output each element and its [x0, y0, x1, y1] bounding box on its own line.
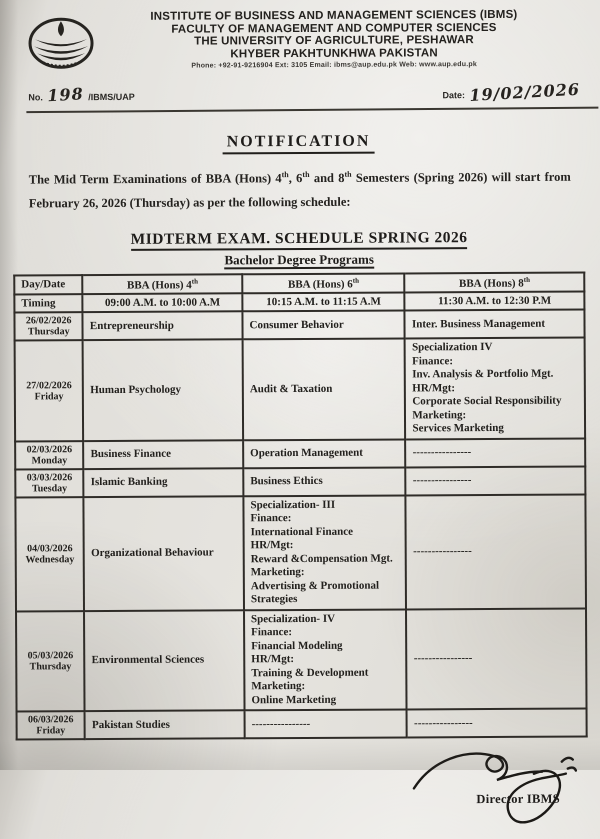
subject-cell	[84, 468, 244, 497]
no-label: No.	[28, 92, 43, 103]
day-text: Friday	[34, 390, 64, 402]
subject-line: Consumer Behavior	[249, 318, 344, 331]
column-header-label: Day/Date	[21, 278, 66, 291]
schedule-row	[16, 608, 587, 711]
subject-line: Business Ethics	[250, 474, 323, 488]
column-header-label: BBA (Hons) 6	[287, 278, 353, 291]
superscript: th	[302, 169, 310, 179]
no-suffix: /IBMS/UAP	[88, 91, 135, 103]
schedule-row	[17, 709, 587, 740]
day-date-cell	[16, 611, 85, 712]
subject-line: Organizational Behaviour	[91, 546, 214, 560]
subject-line: ----------------	[413, 716, 473, 729]
schedule-title-wrap	[0, 228, 599, 249]
day-date-cell	[17, 711, 86, 739]
date-text: 03/03/2026	[26, 472, 73, 484]
subject-line: Human Psychology	[90, 383, 182, 396]
date-label: Date:	[442, 90, 466, 101]
subject-line: Inv. Analysis & Portfolio Mgt.	[412, 367, 554, 381]
column-header-day-date	[14, 275, 82, 295]
letterhead-text	[110, 9, 558, 70]
subject-line: Entrepreneurship	[89, 319, 174, 332]
schedule-row	[15, 494, 586, 611]
timing-value: 11:30 A.M. to 12:30 P.M	[405, 292, 585, 311]
university-name: THE UNIVERSITY OF AGRICULTURE, PESHAWAR	[194, 34, 474, 48]
subject-cell	[243, 495, 406, 610]
schedule-row	[15, 338, 586, 441]
document-date	[442, 79, 582, 105]
subject-line: Specialization- III	[250, 498, 336, 512]
letterhead	[0, 0, 598, 74]
subject-line: ----------------	[251, 717, 311, 730]
subject-line: Corporate Social Responsibility	[412, 394, 562, 408]
day-date-cell	[15, 469, 84, 497]
intro-text-segment: , 6	[288, 171, 303, 186]
subject-line: Operation Management	[250, 446, 363, 460]
subject-line: Training & Development	[251, 666, 369, 680]
subject-line: ----------------	[413, 652, 473, 665]
intro-text-segment: and 8	[309, 170, 345, 186]
timing-value: 10:15 A.M. to 11:15 A.M	[242, 293, 405, 312]
subject-cell	[405, 338, 585, 439]
day-date-cell	[14, 312, 83, 340]
subject-cell	[405, 310, 585, 339]
subject-line: Services Marketing	[412, 422, 504, 435]
day-text: Wednesday	[25, 553, 75, 566]
subject-line: Financial Modeling	[251, 639, 343, 653]
subject-line: Finance:	[412, 355, 454, 368]
subject-line: ----------------	[412, 474, 472, 487]
subject-line: Finance:	[251, 626, 293, 639]
subject-line: Business Finance	[90, 447, 171, 461]
intro-text-segment: Semesters (Spring 2026) will start from February 26, 2026 (Thursday) as per the following schedule:	[28, 169, 571, 211]
date-text: 02/03/2026	[26, 444, 73, 456]
subject-line: Reward &Compensation Mgt.	[250, 552, 393, 566]
schedule-row	[15, 466, 585, 497]
subject-cell	[83, 312, 243, 341]
province-name: KHYBER PAKHTUNKHWA PAKISTAN	[230, 46, 438, 60]
superscript: th	[191, 277, 199, 286]
schedule-row	[14, 310, 584, 341]
subject-line: International Finance	[250, 525, 353, 539]
day-text: Thursday	[27, 326, 70, 338]
no-value-handwritten: 198	[46, 84, 85, 106]
day-date-cell	[15, 340, 84, 441]
subject-cell	[245, 710, 408, 739]
timing-value: 09:00 A.M. to 10:00 A.M	[83, 294, 243, 313]
date-text: 27/02/2026	[26, 379, 72, 391]
schedule-subtitle: Bachelor Degree Programs	[224, 251, 374, 268]
subject-line: HR/Mgt:	[412, 382, 456, 395]
date-text: 06/03/2026	[27, 714, 74, 726]
institute-name: INSTITUTE OF BUSINESS AND MANAGEMENT SCIENCES (IBMS)	[150, 8, 518, 23]
subject-line: Marketing:	[251, 680, 306, 693]
subject-line: Finance:	[250, 512, 292, 525]
date-text: 04/03/2026	[27, 543, 73, 555]
day-text: Tuesday	[31, 483, 68, 495]
signatory-title: Director IBMS	[476, 791, 561, 807]
date-text: 05/03/2026	[27, 650, 74, 662]
contact-line: Phone: +92-91-9216904 Ext: 3105 Email: ibms@aup.edu.pk Web: www.aup.edu.pk	[191, 61, 477, 70]
schedule-row	[15, 438, 585, 469]
subject-cell	[83, 340, 243, 441]
subject-cell	[407, 709, 587, 738]
subject-cell	[406, 608, 586, 709]
schedule-subtitle-wrap	[0, 249, 599, 270]
faculty-name: FACULTY OF MANAGEMENT AND COMPUTER SCIENCES	[171, 21, 497, 36]
university-emblem-logo	[12, 11, 110, 74]
subject-cell	[84, 440, 244, 469]
column-header-program	[83, 274, 243, 294]
exam-schedule-table	[13, 271, 587, 741]
superscript: th	[344, 169, 352, 179]
subject-line: Inter. Business Management	[411, 317, 546, 330]
subject-line: Specialization IV	[412, 341, 493, 354]
emblem-icon	[19, 15, 103, 73]
day-date-cell	[15, 441, 84, 469]
subject-line: Online Marketing	[251, 693, 337, 707]
superscript: th	[281, 170, 289, 180]
subject-cell	[406, 438, 586, 467]
subject-line: HR/Mgt:	[250, 539, 294, 552]
subject-cell	[85, 711, 245, 740]
column-header-program	[405, 272, 585, 293]
subject-line: ----------------	[412, 446, 472, 459]
superscript: th	[352, 276, 360, 285]
subject-line: Advertising & Promotional Strategies	[250, 579, 380, 606]
day-text: Monday	[31, 455, 68, 467]
date-text: 26/02/2026	[25, 315, 72, 327]
column-header-label: BBA (Hons) 4	[126, 278, 192, 292]
intro-text-segment: The Mid Term Examinations of BBA (Hons) 4	[28, 171, 282, 187]
intro-paragraph	[29, 166, 571, 216]
schedule-title: MIDTERM EXAM. SCHEDULE SPRING 2026	[131, 229, 468, 251]
subject-cell	[242, 311, 405, 340]
reference-row	[0, 79, 598, 106]
subject-line: Pakistan Studies	[91, 718, 170, 731]
reference-number	[28, 85, 135, 105]
subject-line: Marketing:	[250, 566, 305, 579]
signature-scribble-icon	[406, 736, 587, 833]
column-header-program	[242, 273, 405, 294]
subject-cell	[244, 609, 407, 710]
schedule-body	[14, 310, 586, 740]
subject-line: Marketing:	[412, 408, 467, 422]
day-text: Thursday	[29, 661, 72, 673]
date-value-handwritten: 19/02/2026	[469, 79, 581, 105]
superscript: th	[523, 275, 531, 284]
subject-cell	[243, 339, 406, 440]
subject-line: ----------------	[413, 545, 472, 558]
subject-line: Audit & Taxation	[249, 382, 333, 396]
subject-cell	[406, 466, 586, 495]
subject-cell	[243, 439, 406, 468]
day-date-cell	[15, 497, 84, 611]
day-text: Friday	[36, 725, 66, 737]
subject-cell	[84, 496, 244, 611]
notification-heading-wrap	[0, 131, 599, 152]
subject-cell	[406, 494, 586, 609]
notification-heading: NOTIFICATION	[223, 133, 375, 155]
signature-area	[2, 740, 600, 839]
subject-line: HR/Mgt:	[251, 653, 295, 666]
header-divider	[26, 107, 598, 113]
subject-line: Specialization- IV	[251, 612, 336, 626]
column-header-label: BBA (Hons) 8	[458, 277, 524, 290]
subject-line: Islamic Banking	[90, 475, 168, 489]
subject-cell	[84, 610, 244, 711]
subject-cell	[243, 467, 406, 496]
subject-line: Environmental Sciences	[91, 653, 205, 667]
timing-label: Timing	[14, 294, 82, 312]
